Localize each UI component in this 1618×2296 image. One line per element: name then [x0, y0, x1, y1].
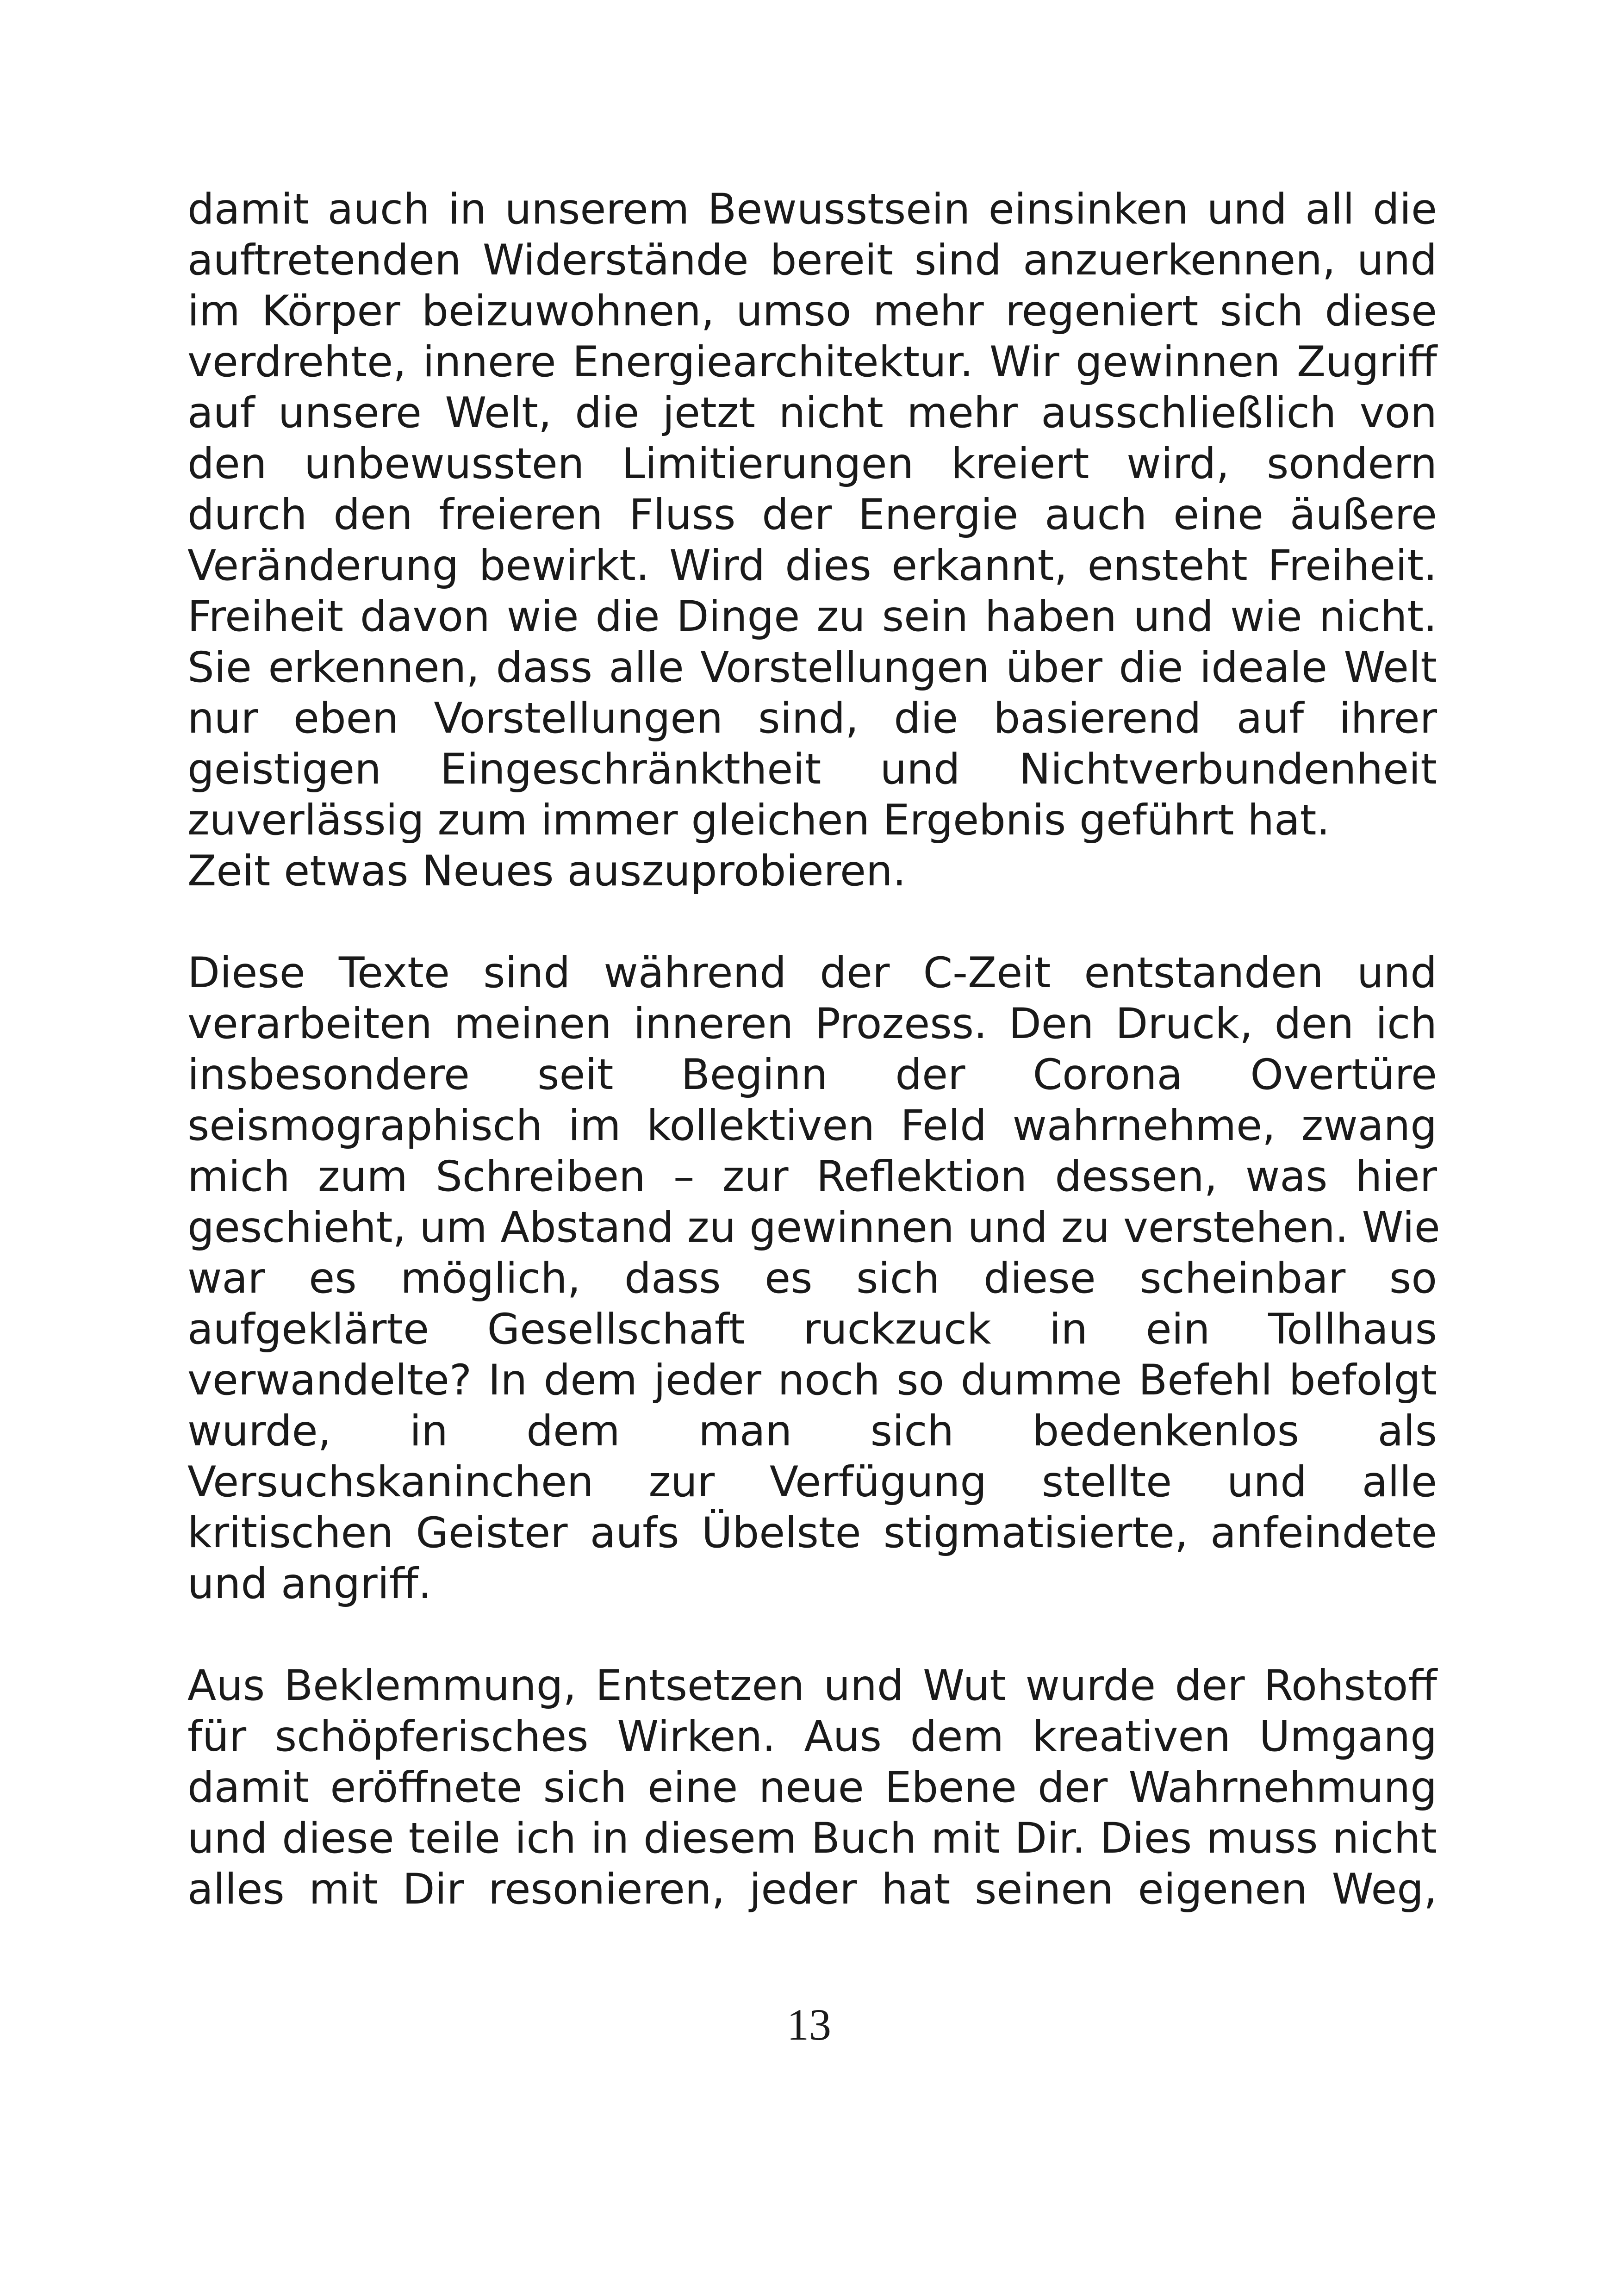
paragraph [187, 1661, 1437, 1915]
paragraph [187, 184, 1437, 897]
text-line: zuverlässig zum immer gleichen Ergebnis geführt hat. [187, 796, 1330, 845]
text-line: war es möglich, dass es sich diese scheinbar so [187, 1254, 1437, 1303]
text-line: auf unsere Welt, die jetzt nicht mehr ausschließlich von [187, 389, 1437, 437]
text-line: nur eben Vorstellungen sind, die basierend auf ihrer [187, 694, 1437, 743]
text-line: alles mit Dir resonieren, jeder hat seinen eigenen Weg, [187, 1865, 1437, 1914]
paragraph [187, 948, 1440, 1610]
text-line: Freiheit davon wie die Dinge zu sein haben und wie nicht. [187, 592, 1437, 641]
text-line: verwandelte? In dem jeder noch so dumme Befehl befolgt [187, 1356, 1437, 1405]
text-line: kritischen Geister aufs Übelste stigmatisierte, anfeindete [187, 1509, 1437, 1557]
text-line: auftretenden Widerstände bereit sind anzuerkennen, und [187, 236, 1437, 285]
text-line: verarbeiten meinen inneren Prozess. Den Druck, den ich [187, 1000, 1437, 1048]
text-line: Diese Texte sind während der C-Zeit entstanden und [187, 949, 1437, 997]
text-line: damit eröffnete sich eine neue Ebene der Wahrnehmung [187, 1763, 1437, 1812]
text-line: seismographisch im kollektiven Feld wahrnehme, zwang [187, 1101, 1437, 1150]
text-line: Sie erkennen, dass alle Vorstellungen über die ideale Welt [187, 643, 1437, 692]
text-line: und angriff. [187, 1560, 432, 1608]
page-body [187, 184, 1440, 1915]
paragraph-spacer [187, 1610, 1437, 1661]
text-line: Aus Beklemmung, Entsetzen und Wut wurde der Rohstoff [187, 1661, 1437, 1710]
text-line: insbesondere seit Beginn der Corona Overtüre [187, 1051, 1437, 1099]
text-line: durch den freieren Fluss der Energie auch eine äußere [187, 491, 1437, 539]
text-body [187, 184, 1440, 1915]
text-line: Versuchskaninchen zur Verfügung stellte und alle [187, 1458, 1437, 1506]
text-line: verdrehte, innere Energiearchitektur. Wir gewinnen Zugriff [187, 338, 1437, 386]
text-line: für schöpferisches Wirken. Aus dem kreativen Umgang [187, 1712, 1437, 1761]
text-line: Veränderung bewirkt. Wird dies erkannt, ensteht Freiheit. [187, 541, 1437, 590]
text-line: geschieht, um Abstand zu gewinnen und zu verstehen. Wie [187, 1203, 1440, 1252]
text-line: Zeit etwas Neues auszuprobieren. [187, 847, 906, 896]
text-line: und diese teile ich in diesem Buch mit Dir. Dies muss nicht [187, 1814, 1437, 1863]
text-line: wurde, in dem man sich bedenkenlos als [187, 1407, 1437, 1456]
text-line: im Körper beizuwohnen, umso mehr regeniert sich diese [187, 287, 1437, 336]
text-line: geistigen Eingeschränktheit und Nichtverbundenheit [187, 745, 1437, 794]
text-line: aufgeklärte Gesellschaft ruckzuck in ein Tollhaus [187, 1305, 1437, 1354]
text-line: damit auch in unserem Bewusstsein einsinken und all die [187, 185, 1437, 234]
paragraph-spacer [187, 897, 1437, 948]
text-line: mich zum Schreiben – zur Reflektion dessen, was hier [187, 1152, 1437, 1201]
text-line: den unbewussten Limitierungen kreiert wird, sondern [187, 440, 1437, 488]
page-number: 13 [787, 2000, 831, 2049]
